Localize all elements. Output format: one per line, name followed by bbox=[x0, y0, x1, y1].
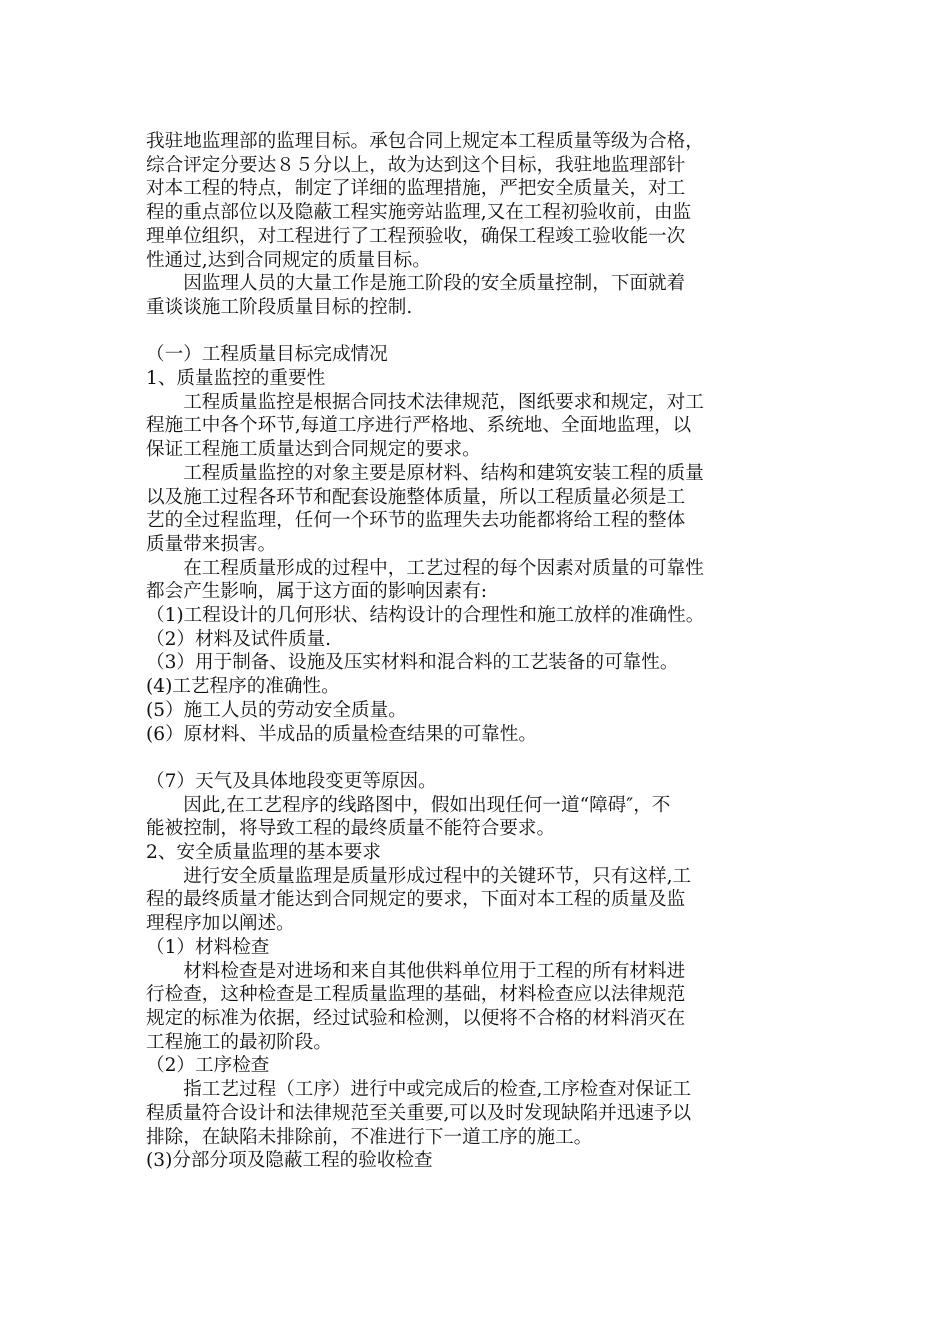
text-line: 我驻地监理部的监理目标。承包合同上规定本工程质量等级为合格， bbox=[146, 131, 704, 152]
text-line: （2）材料及试件质量. bbox=[146, 628, 332, 650]
text-line: 指工艺过程（工序）进行中或完成后的检查,工序检查对保证工 bbox=[146, 1079, 692, 1101]
text-line: 材料检查是对进场和来自其他供料单位用于工程的所有材料进 bbox=[146, 960, 686, 982]
text-line: 保证工程施工质量达到合同规定的要求。 bbox=[146, 439, 481, 461]
text-line: 工程质量监控的对象主要是原材料、结构和建筑安装工程的质量 bbox=[146, 462, 704, 484]
blank-line bbox=[146, 746, 811, 770]
text-line: 都会产生影响，属于这方面的影响因素有: bbox=[146, 581, 487, 603]
text-line: 程施工中各个环节,每道工序进行严格地、系统地、全面地监理，以 bbox=[146, 415, 692, 437]
text-line: 综合评定分要达８５分以上，故为达到这个目标，我驻地监理部针 bbox=[146, 154, 686, 176]
text-line: 以及施工过程各环节和配套设施整体质量，所以工程质量必须是工 bbox=[146, 486, 686, 508]
text-line: 能被控制，将导致工程的最终质量不能符合要求。 bbox=[146, 818, 556, 840]
text-line: （一）工程质量目标完成情况 bbox=[146, 344, 388, 366]
text-line: （7）天气及具体地段变更等原因。 bbox=[146, 770, 437, 792]
text-line: 程的重点部位以及隐蔽工程实施旁站监理,又在工程初验收前，由监 bbox=[146, 202, 692, 224]
text-line: （1)工程设计的几何形状、结构设计的合理性和施工放样的准确性。 bbox=[146, 605, 705, 627]
text-line: （3）用于制备、设施及压实材料和混合料的工艺装备的可靠性。 bbox=[146, 652, 679, 674]
text-line: 重谈谈施工阶段质量目标的控制. bbox=[146, 296, 413, 318]
text-line: 工程质量监控是根据合同技术法律规范，图纸要求和规定，对工 bbox=[146, 391, 704, 413]
text-line: （2）工序检查 bbox=[146, 1055, 270, 1077]
text-line: (4)工艺程序的准确性。 bbox=[146, 676, 340, 698]
text-line: 工程施工的最初阶段。 bbox=[146, 1031, 332, 1053]
text-line: (3)分部分项及隐蔽工程的验收检查 bbox=[146, 1150, 433, 1172]
text-line: 理程序加以阐述。 bbox=[146, 913, 295, 935]
text-line: 因此,在工艺程序的线路图中，假如出现任何一道“障碍″，不 bbox=[146, 794, 671, 816]
text-line: 排除，在缺陷未排除前，不准进行下一道工序的施工。 bbox=[146, 1126, 593, 1148]
blank-line bbox=[146, 320, 811, 344]
text-line: 性通过,达到合同规定的质量目标。 bbox=[146, 249, 431, 271]
document-body bbox=[146, 130, 811, 1173]
text-line: 规定的标准为依据，经过试验和检测，以便将不合格的材料消灭在 bbox=[146, 1007, 686, 1029]
text-line: 理单位组织，对工程进行了工程预验收，确保工程竣工验收能一次 bbox=[146, 225, 686, 247]
text-line: 因监理人员的大量工作是施工阶段的安全质量控制，下面就着 bbox=[146, 273, 686, 295]
text-line: 程质量符合设计和法律规范至关重要,可以及时发现缺陷并迅速予以 bbox=[146, 1102, 692, 1124]
text-line: 在工程质量形成的过程中，工艺过程的每个因素对质量的可靠性 bbox=[146, 557, 704, 579]
text-line: 2、安全质量监理的基本要求 bbox=[146, 842, 381, 864]
text-line: 1、质量监控的重要性 bbox=[146, 368, 326, 390]
text-line: 质量带来损害。 bbox=[146, 533, 277, 555]
text-line: （1）材料检查 bbox=[146, 936, 270, 958]
text-line: 行检查，这种检查是工程质量监理的基础，材料检查应以法律规范 bbox=[146, 984, 686, 1006]
text-line: 进行安全质量监理是质量形成过程中的关键环节，只有这样,工 bbox=[146, 865, 692, 887]
text-line: (5）施工人员的劳动安全质量。 bbox=[146, 699, 407, 721]
text-line: 程的最终质量才能达到合同规定的要求，下面对本工程的质量及监 bbox=[146, 889, 686, 911]
text-line: (6）原材料、半成品的质量检查结果的可靠性。 bbox=[146, 723, 537, 745]
text-line: 艺的全过程监理，任何一个环节的监理失去功能都将给工程的整体 bbox=[146, 510, 686, 532]
text-line: 对本工程的特点，制定了详细的监理措施，严把安全质量关，对工 bbox=[146, 178, 686, 200]
